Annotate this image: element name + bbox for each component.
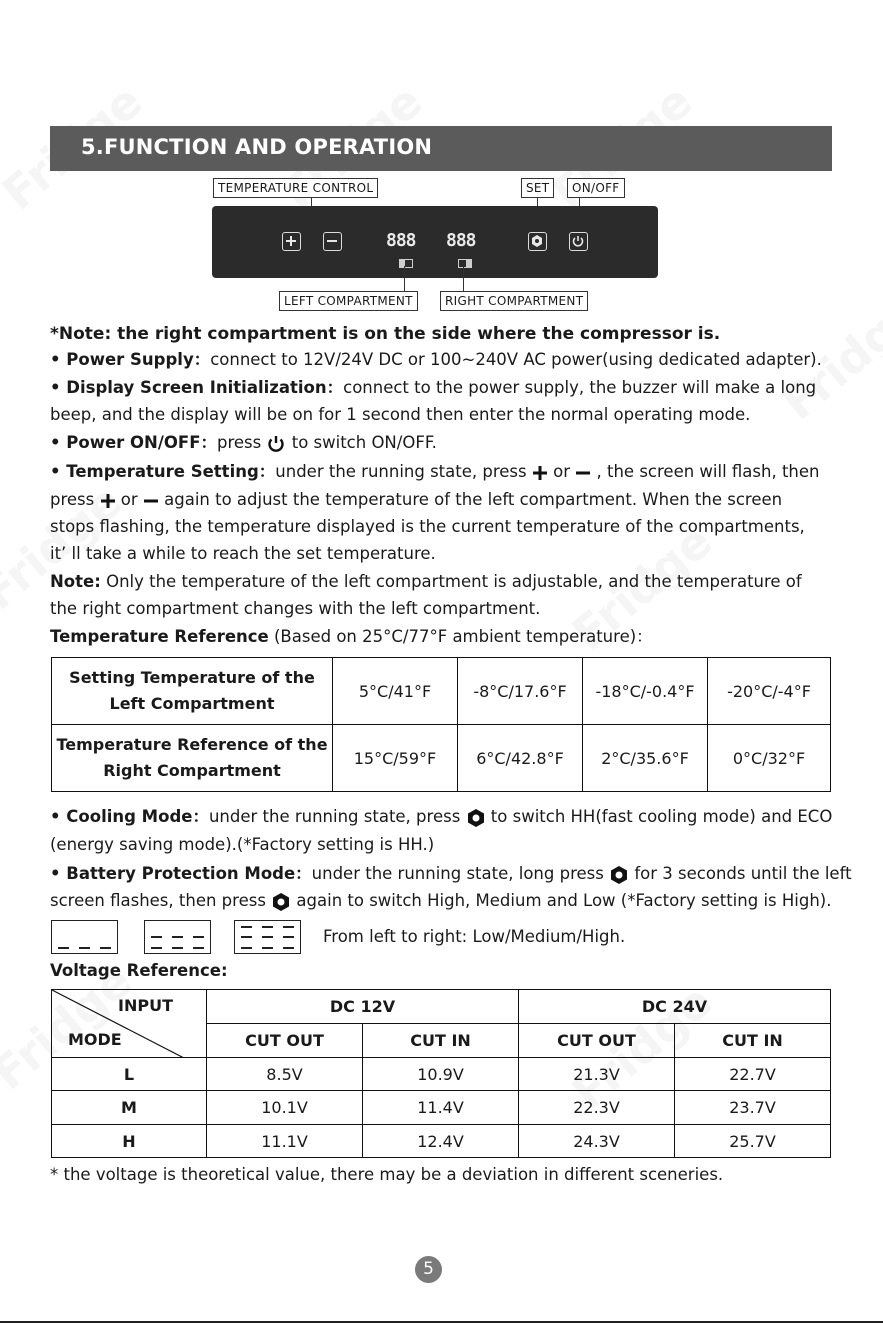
dc24-header: DC 24V <box>519 990 831 1024</box>
left-temp-display: 888 <box>386 230 416 251</box>
set-button[interactable] <box>528 232 547 251</box>
row-header: Setting Temperature of the Left Compartment <box>52 658 333 725</box>
power-button[interactable] <box>569 232 588 251</box>
callout-line <box>463 266 464 291</box>
power-icon <box>570 233 586 249</box>
input-mode-cell: INPUT MODE <box>52 990 207 1058</box>
table-cell: 5°C/41°F <box>333 658 458 725</box>
cooling-mode-line2: (energy saving mode).(*Factory setting is HH.) <box>50 835 435 854</box>
table-row <box>52 658 831 725</box>
temp-setting-line2: press or again to adjust the temperature of the left compartment. When the screen <box>50 490 783 509</box>
gear-icon <box>609 865 629 885</box>
gear-icon <box>271 892 291 912</box>
plus-icon <box>100 493 116 509</box>
table-cell: 25.7V <box>675 1125 831 1158</box>
row-header: Temperature Reference of the Right Compartment <box>52 725 333 792</box>
table-row <box>52 1125 831 1158</box>
plus-icon <box>532 465 548 481</box>
battery-mode-line: • Battery Protection Mode：under the running state, long press for 3 seconds until the left <box>50 864 852 883</box>
temperature-reference-table <box>51 657 831 792</box>
temp-reference-line: Temperature Reference (Based on 25°C/77°F ambient temperature)： <box>50 627 653 646</box>
cut-out-header: CUT OUT <box>519 1024 675 1058</box>
footnote: * the voltage is theoretical value, there may be a deviation in different sceneries. <box>50 1165 724 1184</box>
display-init-line: • Display Screen Initialization：connect to the power supply, the buzzer will make a long <box>50 378 817 397</box>
dc12-header: DC 12V <box>207 990 519 1024</box>
temp-setting-line: • Temperature Setting：under the running state, press or , the screen will flash, then <box>50 462 820 481</box>
table-cell: 6°C/42.8°F <box>458 725 583 792</box>
plus-icon <box>283 233 299 249</box>
table-cell: -18°C/-0.4°F <box>583 658 708 725</box>
right-temp-display: 888 <box>446 230 476 251</box>
bottom-rule <box>0 1321 883 1323</box>
table-cell: 15°C/59°F <box>333 725 458 792</box>
low-level-indicator <box>51 920 118 954</box>
table-row <box>52 1091 831 1125</box>
table-cell: 22.7V <box>675 1058 831 1091</box>
section-header <box>50 126 832 171</box>
set-callout: SET <box>521 178 554 198</box>
gear-icon <box>529 233 545 249</box>
table-cell: 12.4V <box>363 1125 519 1158</box>
table-cell: 22.3V <box>519 1091 675 1125</box>
table-row <box>52 725 831 792</box>
mode-cell: H <box>52 1125 207 1158</box>
cut-in-header: CUT IN <box>363 1024 519 1058</box>
power-supply-line: • Power Supply：connect to 12V/24V DC or 100~240V AC power(using dedicated adapter). <box>50 350 822 369</box>
voltage-reference-label: Voltage Reference: <box>50 961 228 980</box>
compressor-note: *Note: the right compartment is on the side where the compressor is. <box>50 324 721 344</box>
cut-in-header: CUT IN <box>675 1024 831 1058</box>
power-onoff-line: • Power ON/OFF：press to switch ON/OFF. <box>50 433 437 452</box>
mode-cell: M <box>52 1091 207 1125</box>
power-icon <box>266 434 286 454</box>
minus-icon <box>324 233 340 249</box>
medium-level-indicator <box>144 920 211 954</box>
table-row <box>52 990 831 1024</box>
temperature-control-callout: TEMPERATURE CONTROL <box>213 178 378 198</box>
table-cell: 24.3V <box>519 1125 675 1158</box>
table-cell: 11.1V <box>207 1125 363 1158</box>
cooling-mode-line: • Cooling Mode：under the running state, press to switch HH(fast cooling mode) and ECO <box>50 807 833 826</box>
section-title: 5.FUNCTION AND OPERATION <box>81 135 433 159</box>
table-cell: 23.7V <box>675 1091 831 1125</box>
table-cell: 10.1V <box>207 1091 363 1125</box>
cut-out-header: CUT OUT <box>207 1024 363 1058</box>
table-row <box>52 1058 831 1091</box>
table-cell: 8.5V <box>207 1058 363 1091</box>
voltage-reference-table <box>51 989 831 1158</box>
levels-caption: From left to right: Low/Medium/High. <box>323 927 626 946</box>
table-cell: -8°C/17.6°F <box>458 658 583 725</box>
display-init-line2: beep, and the display will be on for 1 second then enter the normal operating mode. <box>50 405 751 424</box>
table-cell: 0°C/32°F <box>708 725 831 792</box>
right-compartment-indicator <box>458 259 472 268</box>
on-off-callout: ON/OFF <box>567 178 625 198</box>
table-cell: -20°C/-4°F <box>708 658 831 725</box>
note2-line2: the right compartment changes with the left compartment. <box>50 599 541 618</box>
mode-cell: L <box>52 1058 207 1091</box>
table-cell: 21.3V <box>519 1058 675 1091</box>
table-cell: 10.9V <box>363 1058 519 1091</box>
page-number: 5 <box>415 1256 442 1283</box>
callout-line <box>404 266 405 291</box>
table-cell: 11.4V <box>363 1091 519 1125</box>
right-compartment-callout: RIGHT COMPARTMENT <box>440 291 588 311</box>
table-cell: 2°C/35.6°F <box>583 725 708 792</box>
temp-setting-line4: it’ ll take a while to reach the set temperature. <box>50 544 436 563</box>
left-compartment-callout: LEFT COMPARTMENT <box>279 291 418 311</box>
left-compartment-indicator <box>399 259 413 268</box>
plus-button[interactable] <box>282 232 301 251</box>
gear-icon <box>466 808 486 828</box>
temp-setting-line3: stops flashing, the temperature displayed is the current temperature of the compartments, <box>50 517 805 536</box>
battery-mode-line2: screen flashes, then press again to switch High, Medium and Low (*Factory setting is High). <box>50 891 832 910</box>
minus-button[interactable] <box>323 232 342 251</box>
minus-icon <box>143 493 159 509</box>
note2-line: Note: Only the temperature of the left compartment is adjustable, and the temperature of <box>50 572 802 591</box>
minus-icon <box>575 465 591 481</box>
high-level-indicator <box>234 920 301 954</box>
control-panel <box>212 206 658 278</box>
